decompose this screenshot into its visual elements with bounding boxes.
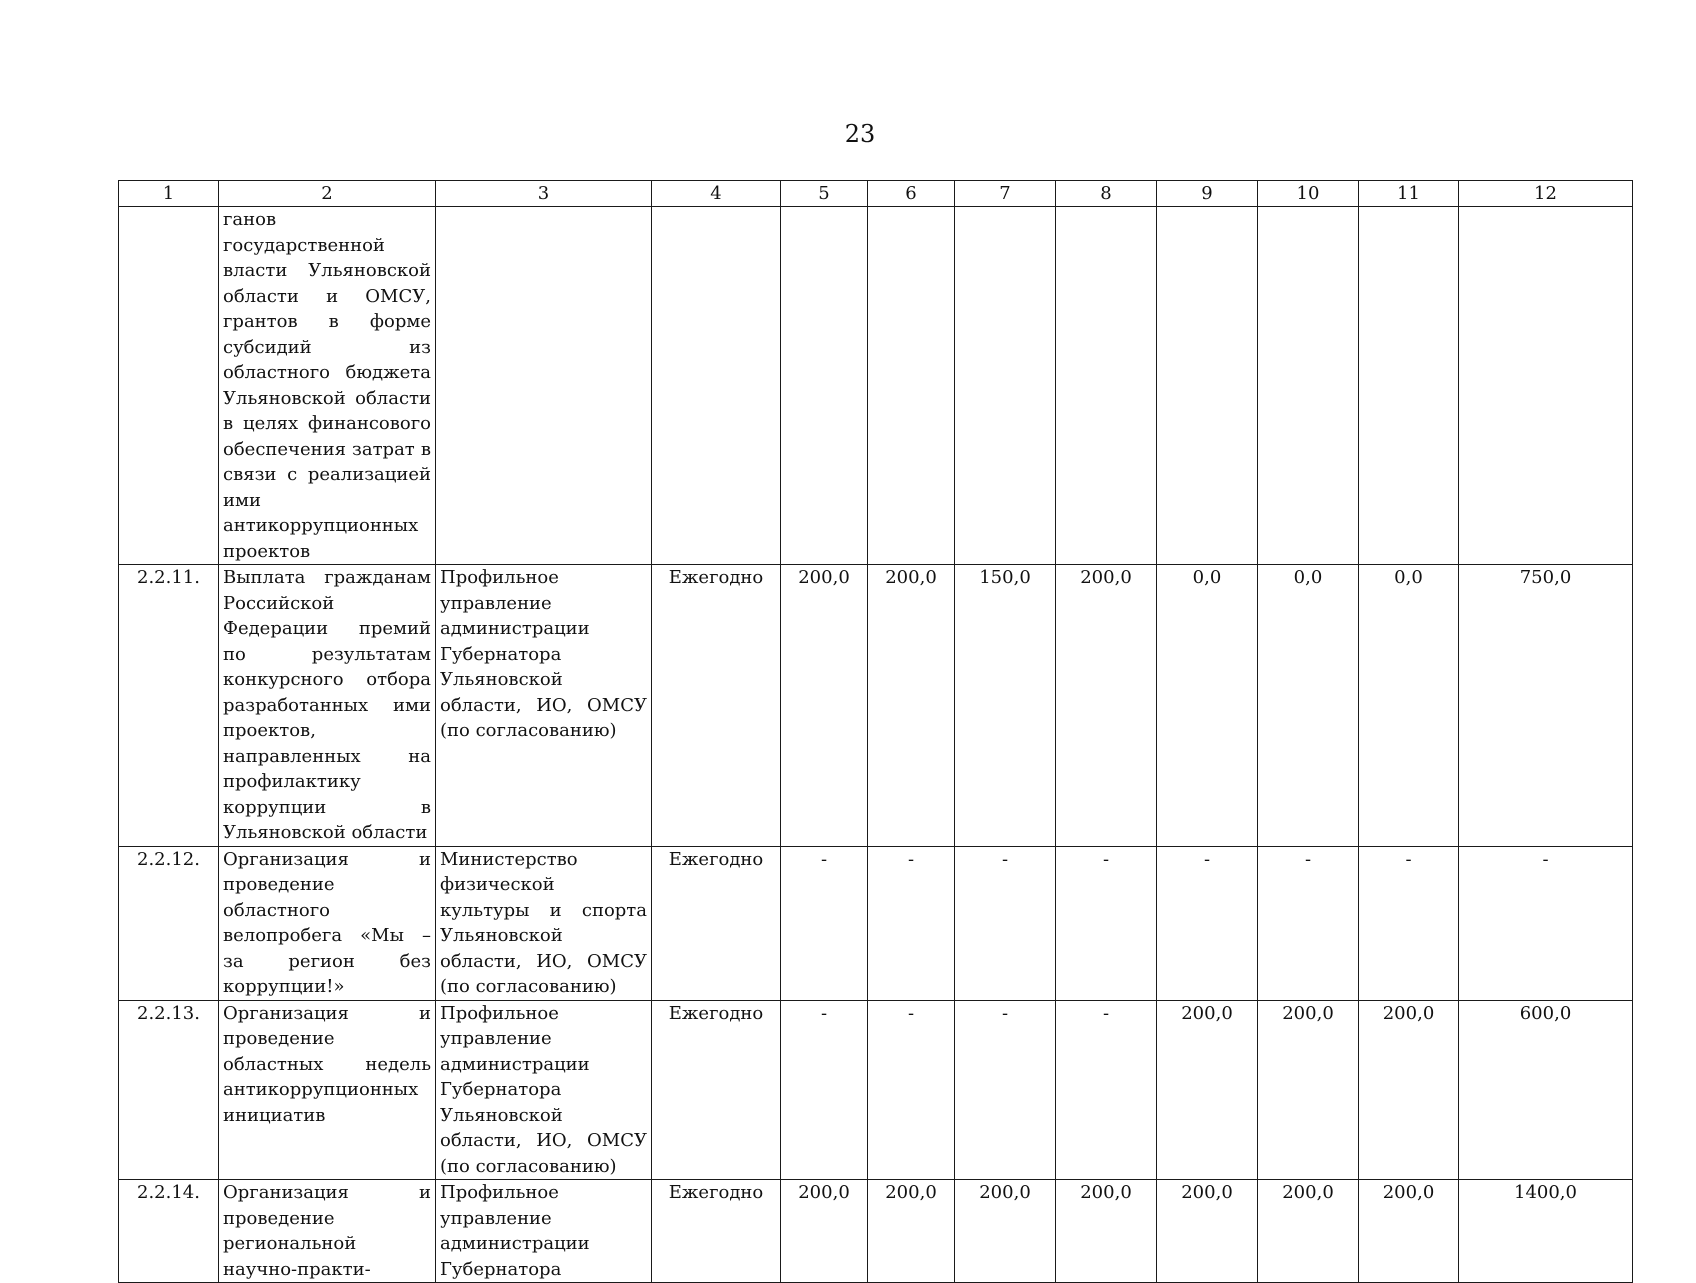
cell-executor: Профильное управление администрации Губернатора Ульяновской области, ИО, ОМСУ (по согласованию) bbox=[436, 1000, 652, 1180]
cell-name: Организация и проведение областных недель антикоррупционных инициатив bbox=[219, 1000, 436, 1180]
cell-value: - bbox=[1056, 846, 1157, 1000]
cell-value: - bbox=[781, 1000, 868, 1180]
cell-executor: Министерство физической культуры и спорта Ульяновской области, ИО, ОМСУ (по согласованию) bbox=[436, 846, 652, 1000]
column-header: 7 bbox=[955, 181, 1056, 207]
cell-value: - bbox=[1258, 846, 1359, 1000]
cell-value bbox=[868, 207, 955, 565]
cell-value: - bbox=[1056, 1000, 1157, 1180]
cell-period: Ежегодно bbox=[652, 1180, 781, 1283]
cell-executor bbox=[436, 207, 652, 565]
cell-number: 2.2.11. bbox=[119, 565, 219, 847]
cell-value bbox=[955, 207, 1056, 565]
cell-value: 200,0 bbox=[781, 1180, 868, 1283]
cell-value: 200,0 bbox=[1359, 1000, 1459, 1180]
cell-value bbox=[1258, 207, 1359, 565]
cell-name: ганов государственной власти Ульяновской области и ОМСУ, грантов в форме субсидий из областного бюджета Ульяновской области в целях финансового обеспечения затрат в связи с реализацией ими антикоррупционных проектов bbox=[219, 207, 436, 565]
cell-value bbox=[1056, 207, 1157, 565]
cell-value: 200,0 bbox=[1056, 565, 1157, 847]
column-header: 2 bbox=[219, 181, 436, 207]
cell-value: 0,0 bbox=[1359, 565, 1459, 847]
cell-executor: Профильное управление администрации Губернатора bbox=[436, 1180, 652, 1283]
cell-value: 200,0 bbox=[1056, 1180, 1157, 1283]
cell-value: 200,0 bbox=[781, 565, 868, 847]
cell-value: - bbox=[868, 1000, 955, 1180]
column-header: 9 bbox=[1157, 181, 1258, 207]
column-header: 8 bbox=[1056, 181, 1157, 207]
header-row bbox=[119, 181, 1633, 207]
column-header: 12 bbox=[1459, 181, 1633, 207]
cell-value: 150,0 bbox=[955, 565, 1056, 847]
cell-total: 1400,0 bbox=[1459, 1180, 1633, 1283]
cell-value: 200,0 bbox=[868, 1180, 955, 1283]
cell-name: Выплата гражданам Российской Федерации премий по результатам конкурсного отбора разработанных ими проектов, направленных на профилактику коррупции в Ульяновской области bbox=[219, 565, 436, 847]
column-header: 10 bbox=[1258, 181, 1359, 207]
cell-period bbox=[652, 207, 781, 565]
page-number: 23 bbox=[844, 120, 876, 148]
cell-total: 600,0 bbox=[1459, 1000, 1633, 1180]
column-header: 3 bbox=[436, 181, 652, 207]
cell-name: Организация и проведение региональной научно-практи- bbox=[219, 1180, 436, 1283]
cell-value bbox=[1157, 207, 1258, 565]
column-header: 4 bbox=[652, 181, 781, 207]
cell-number bbox=[119, 207, 219, 565]
cell-total bbox=[1459, 207, 1633, 565]
column-header: 5 bbox=[781, 181, 868, 207]
cell-number: 2.2.14. bbox=[119, 1180, 219, 1283]
cell-value: - bbox=[955, 1000, 1056, 1180]
cell-period: Ежегодно bbox=[652, 846, 781, 1000]
cell-value bbox=[781, 207, 868, 565]
cell-number: 2.2.13. bbox=[119, 1000, 219, 1180]
cell-value: - bbox=[1359, 846, 1459, 1000]
cell-value: 200,0 bbox=[1258, 1180, 1359, 1283]
cell-value: 200,0 bbox=[1157, 1000, 1258, 1180]
cell-value: 200,0 bbox=[1258, 1000, 1359, 1180]
cell-period: Ежегодно bbox=[652, 565, 781, 847]
cell-executor: Профильное управление администрации Губернатора Ульяновской области, ИО, ОМСУ (по согласованию) bbox=[436, 565, 652, 847]
column-header: 1 bbox=[119, 181, 219, 207]
cell-value bbox=[1359, 207, 1459, 565]
cell-value: - bbox=[955, 846, 1056, 1000]
column-header: 11 bbox=[1359, 181, 1459, 207]
table-row-continuation bbox=[119, 207, 1633, 565]
program-table bbox=[118, 180, 1633, 1283]
cell-value: - bbox=[1157, 846, 1258, 1000]
cell-value: 0,0 bbox=[1157, 565, 1258, 847]
cell-name: Организация и проведение областного велопробега «Мы – за регион без коррупции!» bbox=[219, 846, 436, 1000]
cell-total: - bbox=[1459, 846, 1633, 1000]
table-row bbox=[119, 1180, 1633, 1283]
cell-number: 2.2.12. bbox=[119, 846, 219, 1000]
cell-value: 200,0 bbox=[1359, 1180, 1459, 1283]
cell-period: Ежегодно bbox=[652, 1000, 781, 1180]
column-header: 6 bbox=[868, 181, 955, 207]
cell-total: 750,0 bbox=[1459, 565, 1633, 847]
cell-value: 200,0 bbox=[955, 1180, 1056, 1283]
table-row bbox=[119, 565, 1633, 847]
cell-value: 200,0 bbox=[868, 565, 955, 847]
table-row bbox=[119, 1000, 1633, 1180]
cell-value: - bbox=[868, 846, 955, 1000]
table-row bbox=[119, 846, 1633, 1000]
cell-value: 200,0 bbox=[1157, 1180, 1258, 1283]
cell-value: - bbox=[781, 846, 868, 1000]
cell-value: 0,0 bbox=[1258, 565, 1359, 847]
